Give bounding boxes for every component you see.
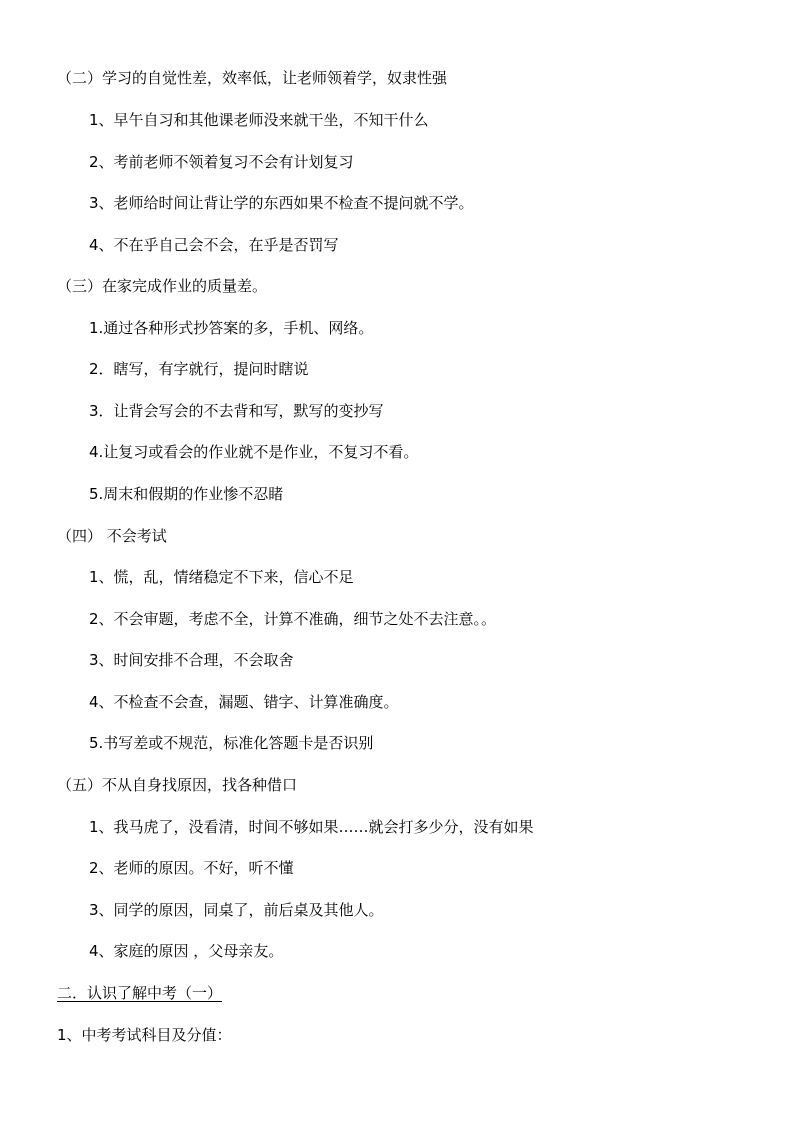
list-item: 1、我马虎了，没看清，时间不够如果……就会打多少分，没有如果	[89, 818, 534, 836]
list-item: 2、老师的原因。不好，听不懂	[89, 859, 294, 877]
list-item: 4、不检查不会查，漏题、错字、计算准确度。	[89, 693, 399, 711]
section-heading: （五）不从自身找原因，找各种借口	[57, 776, 298, 794]
list-item: 2、考前老师不领着复习不会有计划复习	[89, 153, 354, 171]
section-heading: （三）在家完成作业的质量差。	[57, 277, 268, 295]
list-item: 3、同学的原因，同桌了，前后桌及其他人。	[89, 901, 384, 919]
list-item: 2、不会审题，考虑不全，计算不准确，细节之处不去注意。。	[89, 610, 497, 628]
list-item: 3、老师给时间让背让学的东西如果不检查不提问就不学。	[89, 194, 474, 212]
list-item: 4.让复习或看会的作业就不是作业，不复习不看。	[89, 443, 419, 461]
list-item: 3、时间安排不合理，不会取舍	[89, 651, 294, 669]
list-item: 4、家庭的原因 ，父母亲友。	[89, 942, 284, 960]
list-item: 5.周末和假期的作业惨不忍睹	[89, 485, 284, 503]
list-item: 5.书写差或不规范，标准化答题卡是否识别	[89, 734, 374, 752]
part-heading: 二．认识了解中考（一）	[57, 984, 223, 1002]
list-item: 3．让背会写会的不去背和写，默写的变抄写	[89, 402, 384, 420]
list-item: 4、不在乎自己会不会，在乎是否罚写	[89, 236, 339, 254]
subheading: 1、中考考试科目及分值：	[57, 1026, 232, 1044]
list-item: 1.通过各种形式抄答案的多，手机、网络。	[89, 319, 374, 337]
section-heading: （二）学习的自觉性差，效率低，让老师领着学，奴隶性强	[57, 69, 448, 87]
list-item: 1、早午自习和其他课老师没来就干坐，不知干什么	[89, 111, 429, 129]
list-item: 1、慌，乱，情绪稳定不下来，信心不足	[89, 568, 354, 586]
section-heading: （四） 不会考试	[57, 527, 167, 545]
list-item: 2．瞎写，有字就行，提问时瞎说	[89, 360, 309, 378]
